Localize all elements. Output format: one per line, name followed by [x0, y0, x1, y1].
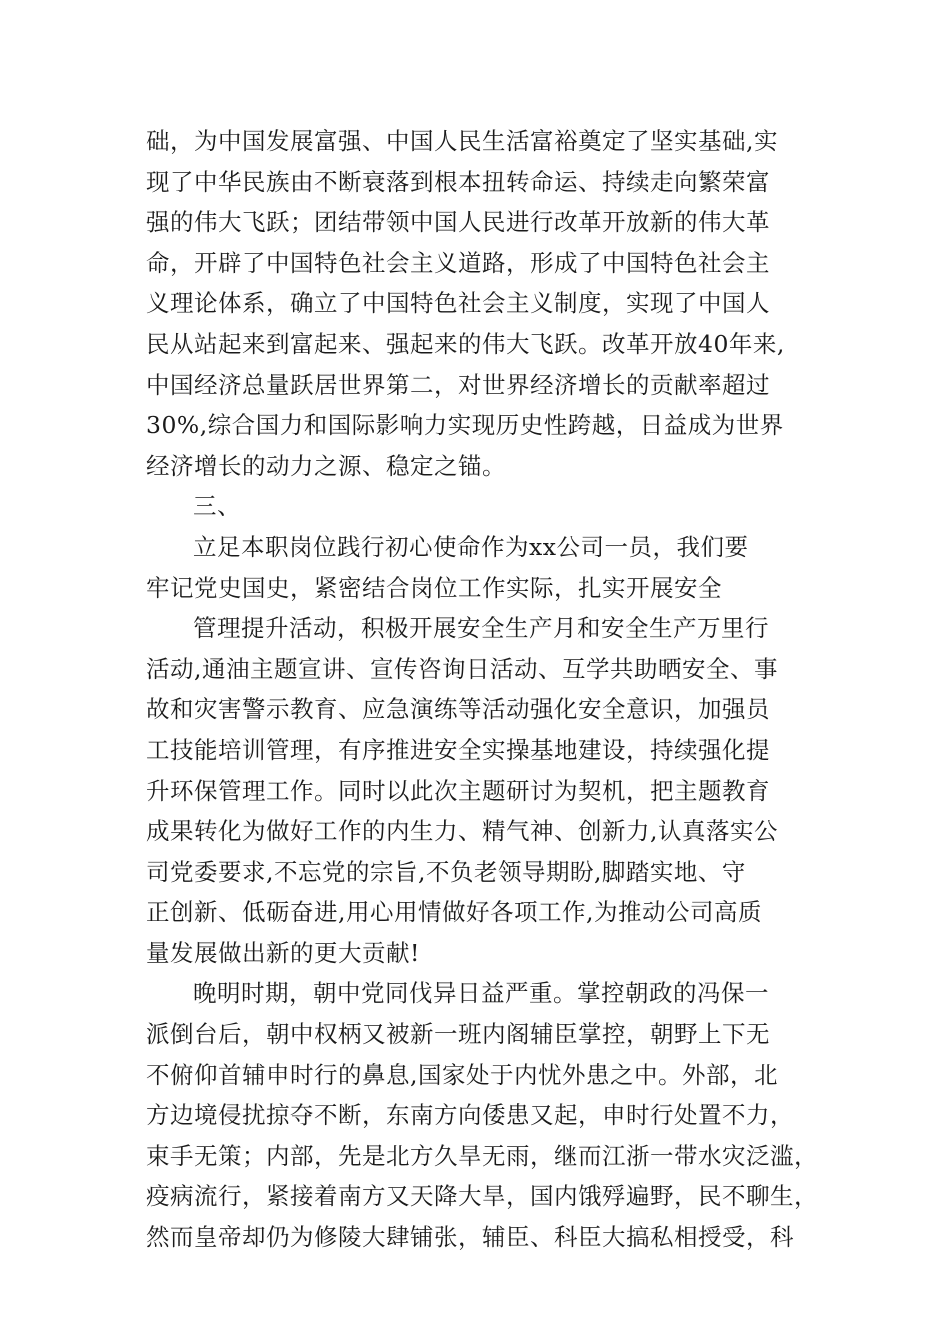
- paragraph-late-ming: [146, 973, 816, 1257]
- text-line: 束手无策；内部，先是北方久旱无雨，继而江浙一带水灾泛滥，: [146, 1141, 818, 1170]
- text-line: 牢记党史国史，紧密结合岗位工作实际，扎实开展安全: [146, 573, 722, 602]
- paragraph-safety-management: [146, 608, 816, 973]
- text-line: 础，为中国发展富强、中国人民生活富裕奠定了坚实基础,实: [146, 127, 778, 155]
- section-number: 三、: [193, 492, 241, 521]
- text-line: 正创新、低砺奋进,用心用情做好各项工作,为推动公司高质: [146, 898, 762, 927]
- text-line: 司党委要求,不忘党的宗旨,不负老领导期盼,脚踏实地、守: [146, 857, 746, 886]
- text-line: 疫病流行，紧接着南方又天降大旱，国内饿殍遍野，民不聊生，: [146, 1182, 818, 1211]
- text-line: 派倒台后，朝中权柄又被新一班内阁辅臣掌控，朝野上下无: [146, 1020, 770, 1049]
- document-body: [146, 121, 816, 1258]
- text-line: 现了中华民族由不断衰落到根本扭转命运、持续走向繁荣富: [146, 167, 770, 196]
- text-line: 工技能培训管理，有序推进安全实操基地建设，持续强化提: [146, 735, 770, 764]
- text-line: 强的伟大飞跃；团结带领中国人民进行改革开放新的伟大革: [146, 208, 770, 237]
- text-line: 不俯仰首辅申时行的鼻息,国家处于内忧外患之中。外部，北: [146, 1060, 778, 1089]
- text-line: 成果转化为做好工作的内生力、精气神、创新力,认真落实公: [146, 817, 778, 846]
- text-line: 立足本职岗位践行初心使命作为xx公司一员，我们要: [193, 532, 749, 561]
- text-line: 晚明时期，朝中党同伐异日益严重。掌控朝政的冯保一: [193, 979, 769, 1008]
- text-line: 中国经济总量跃居世界第二，对世界经济增长的贡献率超过: [146, 370, 770, 399]
- text-line: 管理提升活动，积极开展安全生产月和安全生产万里行: [193, 614, 769, 643]
- text-line: 30%,综合国力和国际影响力实现历史性跨越，日益成为世界: [146, 411, 784, 440]
- text-line: 故和灾害警示教育、应急演练等活动强化安全意识，加强员: [146, 695, 770, 724]
- text-line: 经济增长的动力之源、稳定之锚。: [146, 451, 506, 480]
- text-line: 升环保管理工作。同时以此次主题研讨为契机，把主题教育: [146, 776, 770, 805]
- text-line: 然而皇帝却仍为修陵大肆铺张，辅臣、科臣大搞私相授受，科: [146, 1223, 794, 1252]
- text-line: 民从站起来到富起来、强起来的伟大飞跃。改革开放40年来,: [146, 329, 785, 358]
- text-line: 活动,通油主题宣讲、宣传咨询日活动、互学共助晒安全、事: [146, 654, 778, 683]
- text-line: 命，开辟了中国特色社会主义道路，形成了中国特色社会主: [146, 248, 770, 277]
- paragraph-achievements: [146, 121, 816, 486]
- text-line: 量发展做出新的更大贡献!: [146, 938, 420, 967]
- text-line: 方边境侵扰掠夺不断，东南方向倭患又起，申时行处置不力，: [146, 1101, 794, 1130]
- section-heading-three: [146, 486, 816, 527]
- paragraph-post-mission: [146, 527, 816, 608]
- text-line: 义理论体系，确立了中国特色社会主义制度，实现了中国人: [146, 289, 770, 318]
